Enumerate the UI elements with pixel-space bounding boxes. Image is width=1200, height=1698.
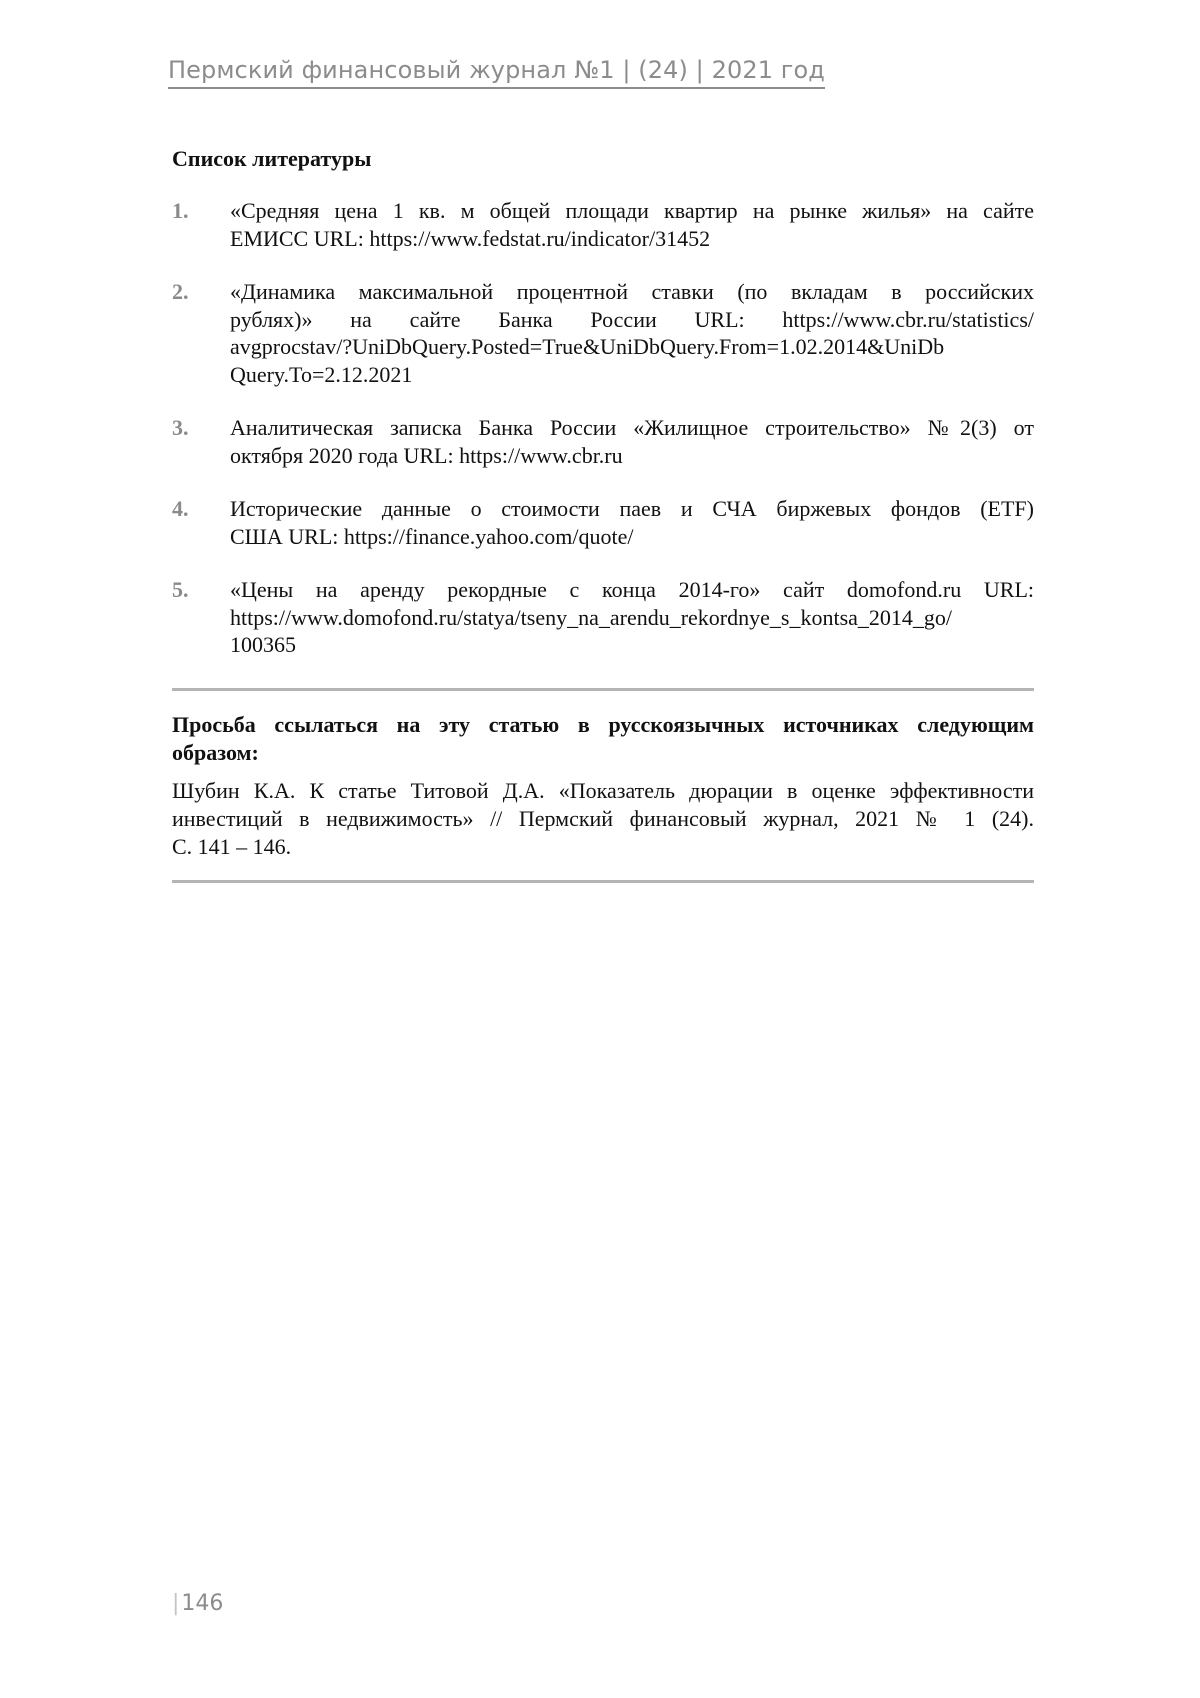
reference-number: 1. <box>172 197 189 225</box>
reference-line: Аналитическая записка Банка России «Жилищное строительство» №2(3) от <box>230 414 1034 442</box>
reference-item <box>172 414 1034 469</box>
reference-line: Query.To=2.12.2021 <box>230 361 1034 389</box>
reference-number: 5. <box>172 576 189 604</box>
reference-text <box>230 576 1034 659</box>
divider-bottom <box>172 880 1034 883</box>
reference-text <box>230 414 1034 469</box>
citation-heading-line: Просьба ссылаться на эту статью в русскоязычных источниках следующим <box>172 711 1034 739</box>
reference-line: США URL: https://finance.yahoo.com/quote/ <box>230 523 1034 551</box>
reference-text <box>230 197 1034 252</box>
reference-line: avgprocstav/?UniDbQuery.Posted=True&UniDbQuery.From=1.02.2014&UniDb <box>230 333 1034 361</box>
citation-text <box>172 777 1034 861</box>
reference-list <box>172 197 1034 685</box>
reference-item <box>172 495 1034 550</box>
running-header: Пермский финансовый журнал №1 | (24) | 2021 год <box>168 56 825 89</box>
citation-line: инвестиций в недвижимость» // Пермский финансовый журнал, 2021 № 1 (24). <box>172 805 1034 833</box>
reference-line: октября 2020 года URL: https://www.cbr.ru <box>230 442 1034 470</box>
reference-number: 4. <box>172 495 189 523</box>
reference-line: «Средняя цена 1 кв. м общей площади квартир на рынке жилья» на сайте <box>230 197 1034 225</box>
footer-separator: | <box>172 1591 179 1616</box>
reference-line: «Цены на аренду рекордные с конца 2014-го» сайт domofond.ru URL: <box>230 576 1034 604</box>
reference-item <box>172 278 1034 388</box>
reference-text <box>230 495 1034 550</box>
citation-heading-line: образом: <box>172 739 1034 767</box>
citation-line: Шубин К.А. К статье Титовой Д.А. «Показатель дюрации в оценке эффективности <box>172 777 1034 805</box>
citation-heading <box>172 711 1034 766</box>
reference-line: Исторические данные о стоимости паев и СЧА биржевых фондов (ETF) <box>230 495 1034 523</box>
citation-line: С. 141 – 146. <box>172 833 1034 861</box>
reference-item <box>172 576 1034 659</box>
page-footer <box>172 1591 223 1616</box>
reference-item <box>172 197 1034 252</box>
references-title: Список литературы <box>172 146 371 172</box>
reference-number: 3. <box>172 414 189 442</box>
reference-number: 2. <box>172 278 189 306</box>
divider-top <box>172 688 1034 691</box>
reference-line: ЕМИСС URL: https://www.fedstat.ru/indicator/31452 <box>230 225 1034 253</box>
reference-line: рублях)» на сайте Банка России URL: https://www.cbr.ru/statistics/ <box>230 306 1034 334</box>
page-number: 146 <box>181 1591 223 1616</box>
reference-line: «Динамика максимальной процентной ставки (по вкладам в российских <box>230 278 1034 306</box>
reference-line: 100365 <box>230 631 1034 659</box>
reference-line: https://www.domofond.ru/statya/tseny_na_arendu_rekordnye_s_kontsa_2014_go/ <box>230 604 1034 632</box>
reference-text <box>230 278 1034 388</box>
